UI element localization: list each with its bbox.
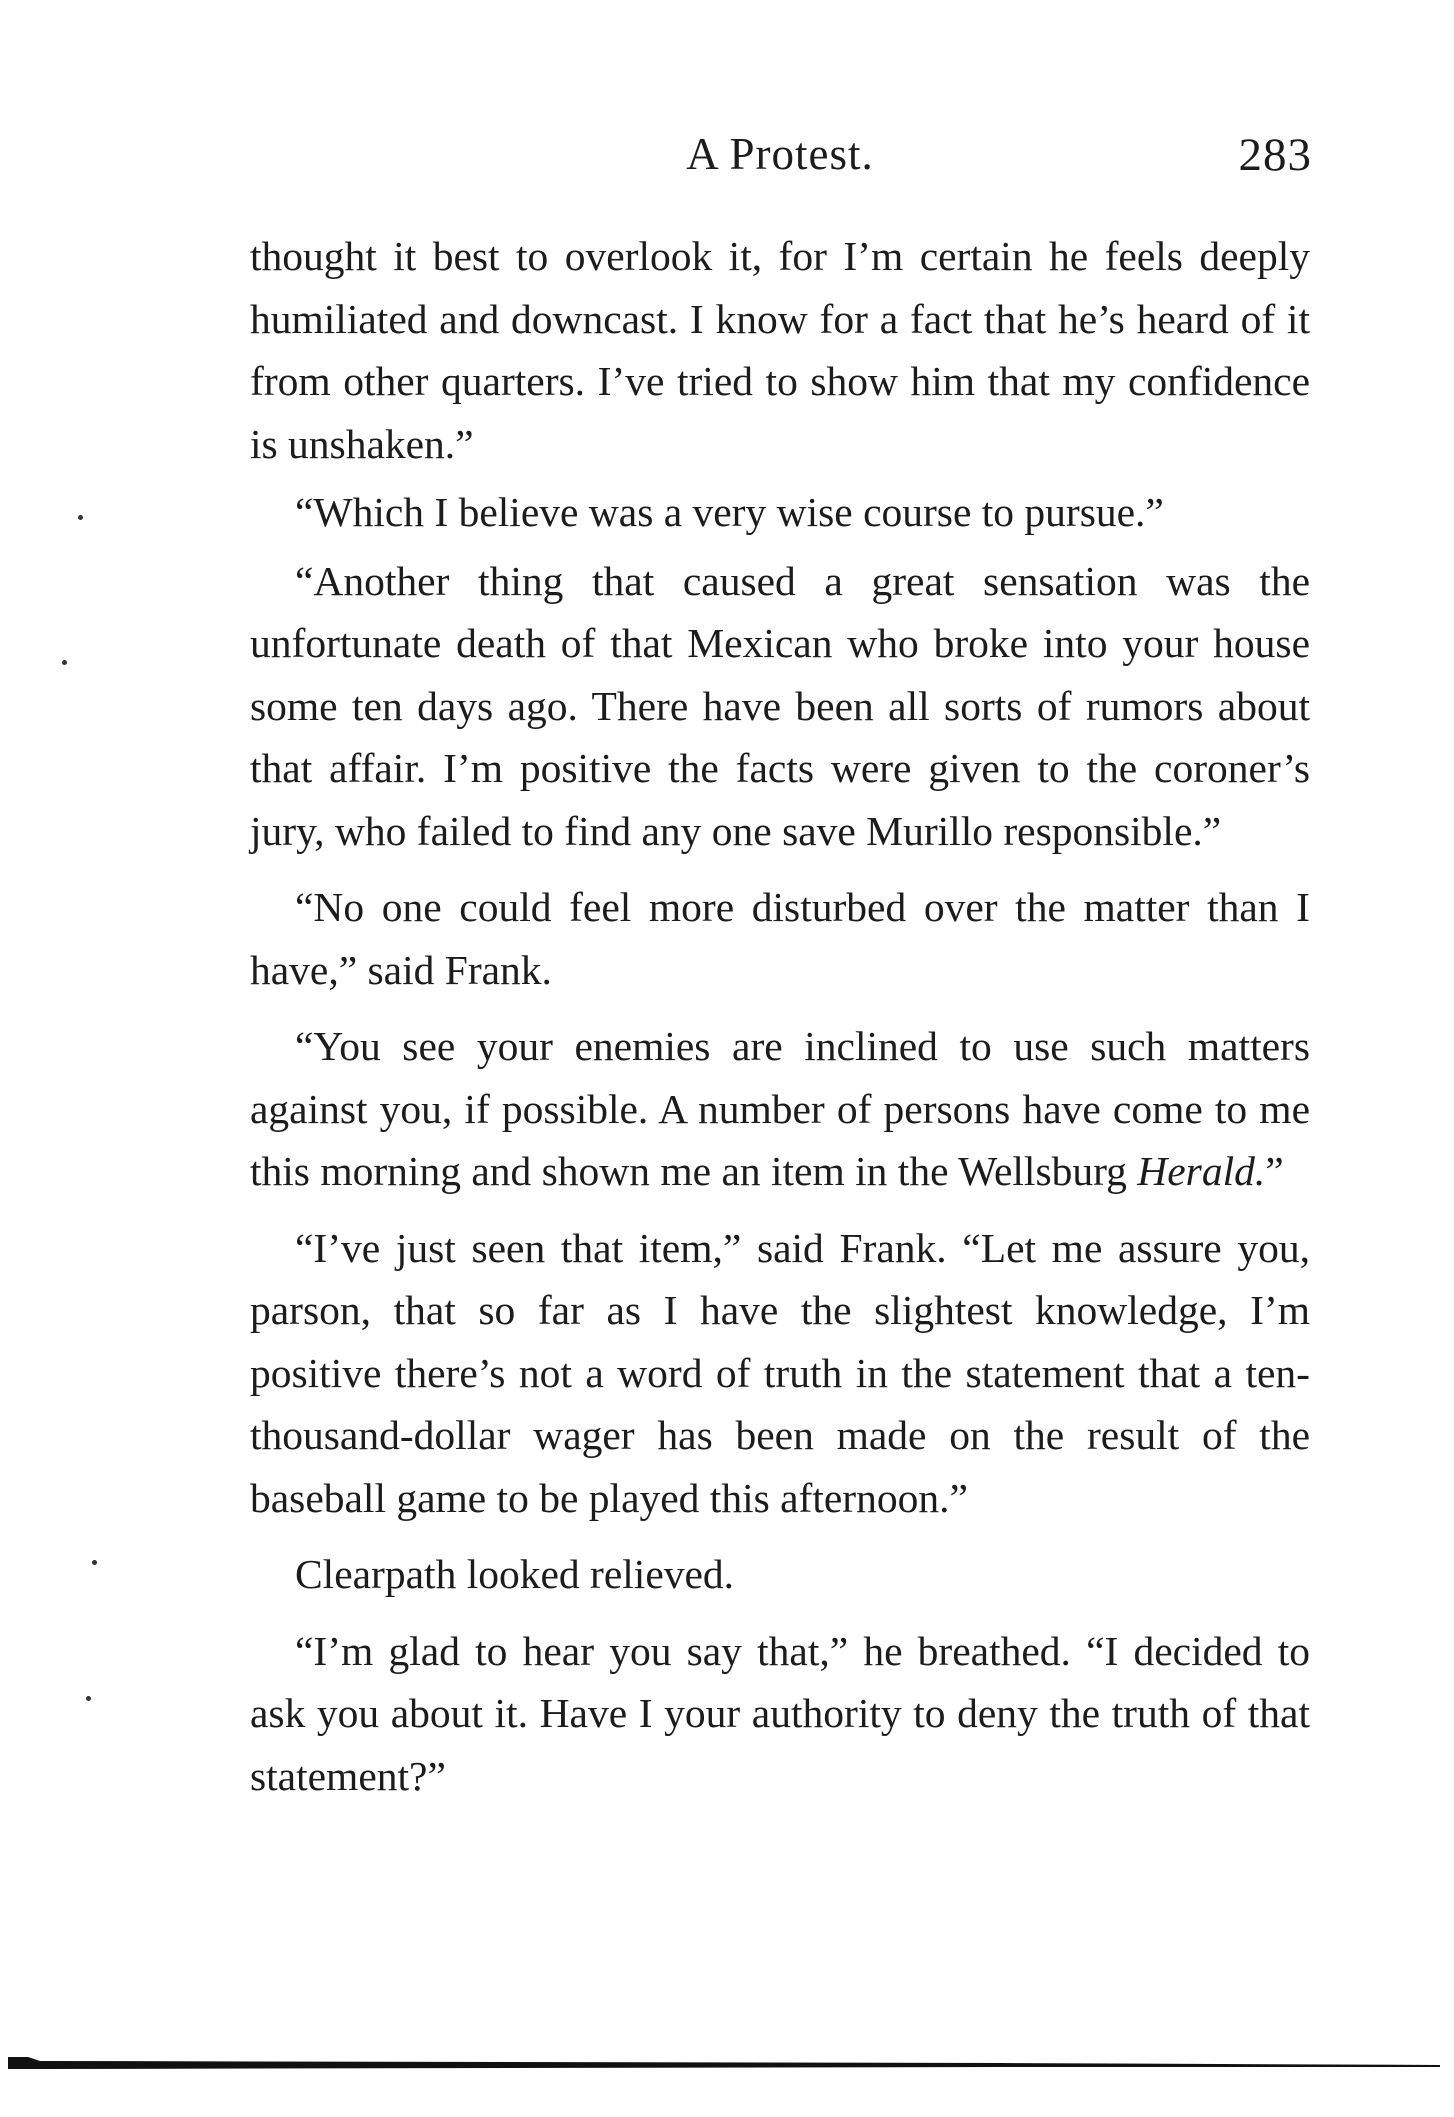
bottom-rule [0, 2055, 1454, 2071]
paragraph-5-text: “You see your enemies are inclined to use such matters against you, if possible. A number of persons have come to me this morning and shown me an item in the Wellsburg [250, 1023, 1310, 1194]
body-text [250, 225, 1310, 1813]
paragraph-8: “I’m glad to hear you say that,” he breathed. “I decided to ask you about it. Have I your authority to deny the truth of that statement?” [250, 1627, 1310, 1799]
page-number: 283 [1238, 129, 1312, 181]
margin-speck [92, 1560, 97, 1565]
paragraph-5 [250, 1015, 1310, 1203]
margin-speck [86, 1696, 91, 1701]
paragraph-3: “Another thing that caused a great sensation was the unfortunate death of that Mexican who broke into your house some ten days ago. There have been all sorts of rumors about that affair. I’m positive the facts were given to the coroner’s jury, who failed to find any one save Murillo responsible.” [250, 557, 1310, 854]
paragraph-4: “No one could feel more disturbed over the matter than I have,” said Frank. [250, 884, 1310, 993]
paragraph-1: thought it best to overlook it, for I’m certain he feels deeply humiliated and downcast. I know for a fact that he’s heard of it from other quarters. I’ve tried to show him that my confidence is unshaken.” [250, 233, 1310, 467]
paragraph-7: Clearpath looked relieved. [295, 1551, 735, 1597]
margin-speck [62, 660, 67, 665]
margin-speck [78, 515, 83, 520]
paragraph-2: “Which I believe was a very wise course to pursue.” [295, 489, 1164, 535]
running-head [250, 128, 1310, 188]
paragraph-6: “I’ve just seen that item,” said Frank. “Let me assure you, parson, that so far as I have the slightest knowledge, I’m positive there’s not a word of truth in the statement that a ten-thousand-dollar wager has been made on the result of the baseball game to be played this afternoon.” [250, 1224, 1310, 1521]
newspaper-title: Herald. [1137, 1148, 1266, 1194]
paragraph-5-close-quote: ” [1265, 1148, 1284, 1194]
running-title: A Protest. [686, 129, 874, 179]
